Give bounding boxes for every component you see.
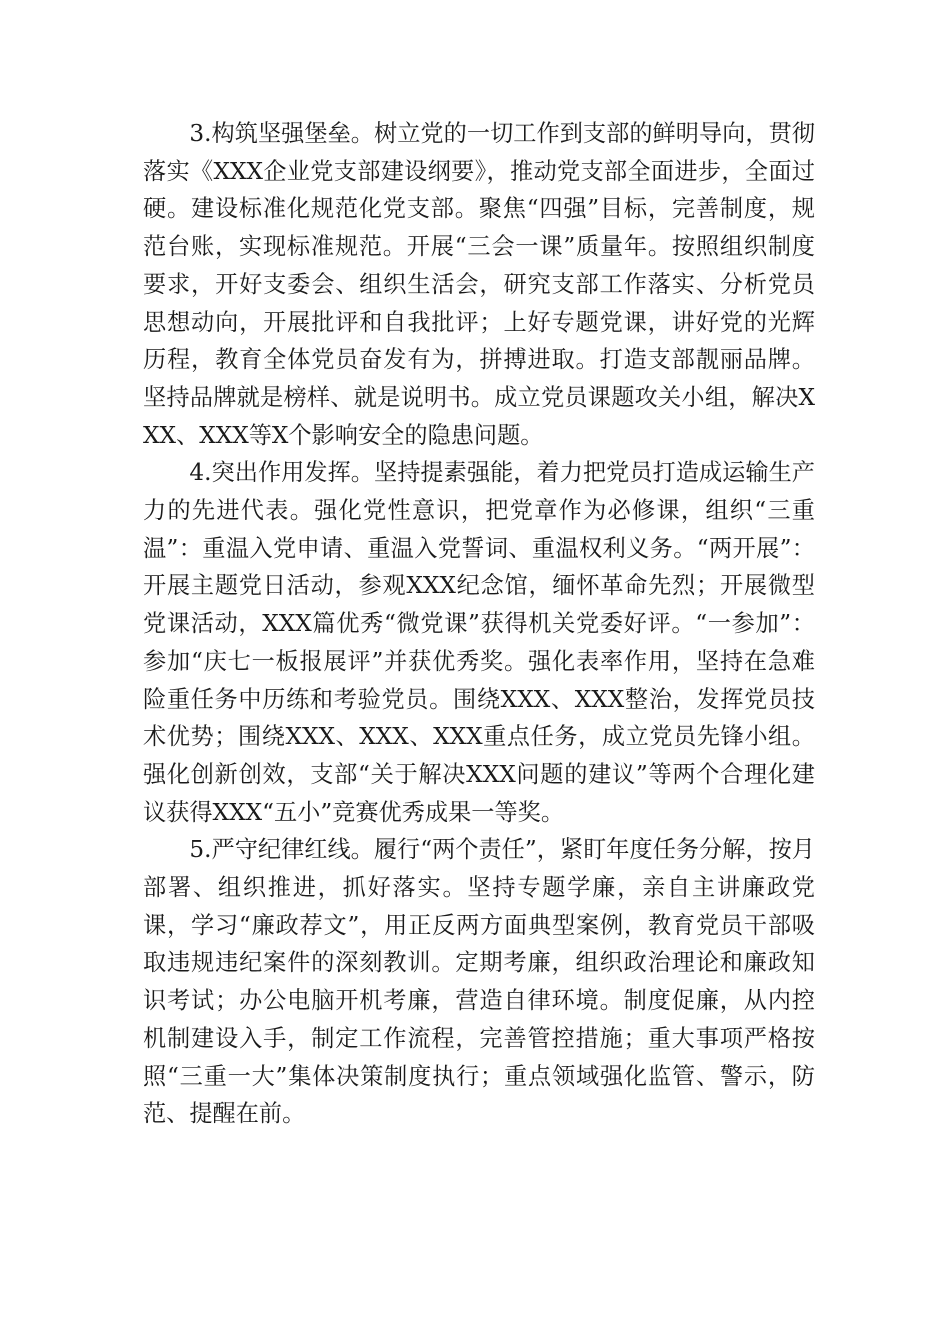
paragraph-build-fortress: 3.构筑坚强堡垒。树立党的一切工作到支部的鲜明导向，贯彻落实《XXX企业党支部建设纲要》，推动党支部全面进步，全面过硬。建设标准化规范化党支部。聚焦“四强”目标，完善制度，规范台账，实现标准规范。开展“三会一课”质量年。按照组织制度要求，开好支委会、组织生活会，研究支部工作落实、分析党员思想动向，开展批评和自我批评；上好专题党课，讲好党的光辉历程，教育全体党员奋发有为，拼搏进取。打造支部靓丽品牌。坚持品牌就是榜样、就是说明书。成立党员课题攻关小组，解决XXX、XXX等X个影响安全的隐患问题。 bbox=[143, 120, 815, 449]
paragraph-discipline: 5.严守纪律红线。履行“两个责任”，紧盯年度任务分解，按月部署、组织推进，抓好落实。坚持专题学廉，亲自主讲廉政党课，学习“廉政荐文”，用正反两方面典型案例，教育党员干部吸取违规违纪案件的深刻教训。定期考廉，组织政治理论和廉政知识考试；办公电脑开机考廉，营造自律环境。制度促廉，从内控机制建设入手，制定工作流程，完善管控措施；重大事项严格按照“三重一大”集体决策制度执行；重点领域强化监管、警示，防范、提醒在前。 bbox=[143, 836, 815, 1128]
paragraph-play-role: 4.突出作用发挥。坚持提素强能，着力把党员打造成运输生产力的先进代表。强化党性意识，把党章作为必修课，组织“三重温”：重温入党申请、重温入党誓词、重温权利义务。“两开展”：开展主题党日活动，参观XXX纪念馆，缅怀革命先烈；开展微型党课活动，XXX篇优秀“微党课”获得机关党委好评。“一参加”：参加“庆七一板报展评”并获优秀奖。强化表率作用，坚持在急难险重任务中历练和考验党员。围绕XXX、XXX整治，发挥党员技术优势；围绕XXX、XXX、XXX重点任务，成立党员先锋小组。强化创新创效，支部“关于解决XXX问题的建议”等两个合理化建议获得XXX“五小”竞赛优秀成果一等奖。 bbox=[143, 459, 815, 826]
document-body bbox=[143, 115, 815, 1133]
